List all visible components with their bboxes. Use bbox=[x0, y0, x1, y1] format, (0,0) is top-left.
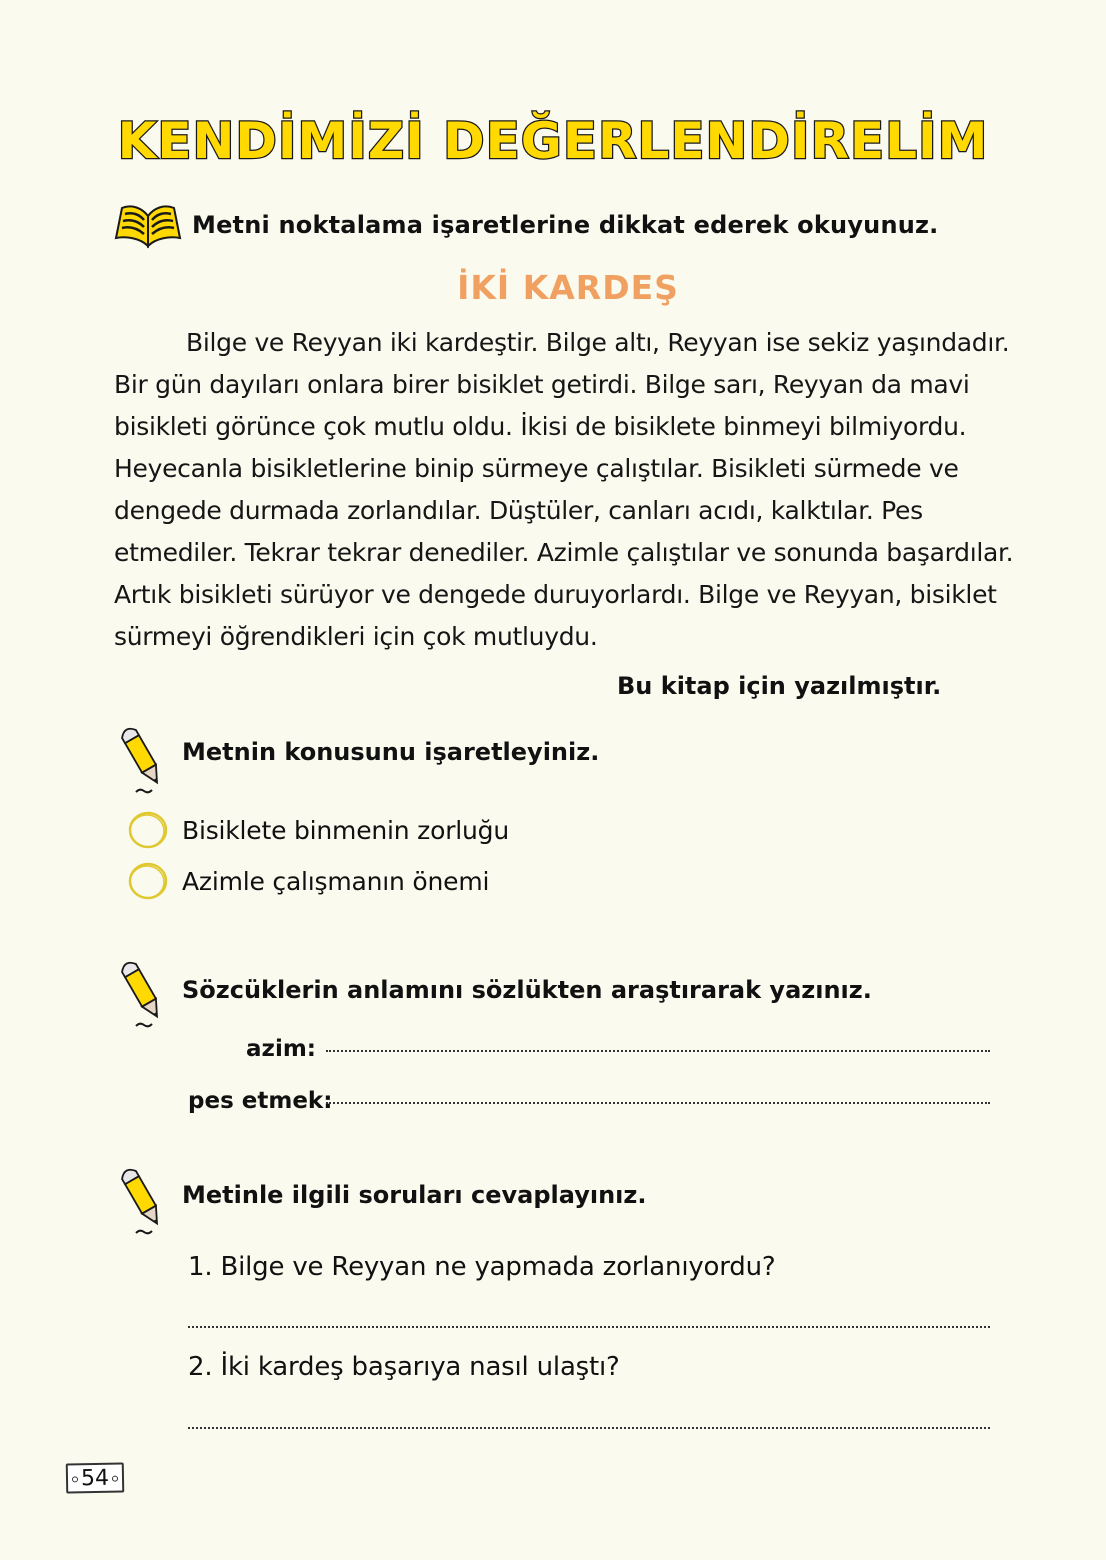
story-line: Artık bisikleti sürüyor ve dengede duruyorlardı. Bilge ve Reyyan, bisiklet bbox=[114, 580, 997, 609]
decorative-dot bbox=[112, 1476, 118, 1482]
open-book-icon bbox=[112, 200, 184, 250]
task-word-meanings bbox=[118, 956, 872, 1032]
task-answer-questions bbox=[118, 1163, 646, 1239]
story-line: bisikleti görünce çok mutlu oldu. İkisi de bisiklete binmeyi bilmiyordu. bbox=[114, 412, 967, 441]
story-title: İKİ KARDEŞ bbox=[457, 268, 679, 307]
page-number: 54 bbox=[80, 1465, 110, 1491]
pencil-icon bbox=[118, 956, 170, 1032]
option-1[interactable] bbox=[126, 810, 509, 850]
task-title: Metinle ilgili soruları cevaplayınız. bbox=[182, 1181, 647, 1209]
question-2: 2. İki kardeş başarıya nasıl ulaştı? bbox=[188, 1352, 620, 1382]
task-title: Metnin konusunu işaretleyiniz. bbox=[182, 738, 600, 766]
page-title: KENDİMİZİ DEĞERLENDİRELİM bbox=[117, 112, 989, 170]
task-title: Sözcüklerin anlamını sözlükten araştırarak yazınız. bbox=[182, 976, 872, 1004]
instruction-text: Metni noktalama işaretlerine dikkat ederek okuyunuz. bbox=[192, 211, 939, 239]
definition-answer-field[interactable] bbox=[326, 1102, 990, 1104]
pencil-icon bbox=[118, 722, 170, 798]
reading-instruction bbox=[112, 200, 939, 250]
task-mark-topic bbox=[118, 722, 599, 798]
story-line: dengede durmada zorlandılar. Düştüler, canları acıdı, kalktılar. Pes bbox=[114, 496, 923, 525]
answer-circle-icon[interactable] bbox=[126, 861, 170, 901]
pencil-icon bbox=[118, 1163, 170, 1239]
story-line: Bilge ve Reyyan iki kardeştir. Bilge altı, Reyyan ise sekiz yaşındadır. bbox=[186, 328, 1010, 357]
definition-row-azim bbox=[188, 1036, 990, 1062]
story-line: Bir gün dayıları onlara birer bisiklet getirdi. Bilge sarı, Reyyan da mavi bbox=[114, 370, 970, 399]
story-line: etmediler. Tekrar tekrar denediler. Azimle çalıştılar ve sonunda başardılar. bbox=[114, 538, 1014, 567]
question-1: 1. Bilge ve Reyyan ne yapmada zorlanıyordu? bbox=[188, 1252, 776, 1282]
story-line: sürmeyi öğrendikleri için çok mutluydu. bbox=[114, 622, 598, 651]
answer-field-1[interactable] bbox=[188, 1326, 990, 1328]
decorative-dot bbox=[72, 1476, 78, 1482]
option-label: Azimle çalışmanın önemi bbox=[182, 866, 490, 896]
definition-label: pes etmek: bbox=[188, 1088, 333, 1114]
definition-row-pes-etmek bbox=[188, 1088, 990, 1114]
answer-field-2[interactable] bbox=[188, 1427, 990, 1429]
definition-label: azim: bbox=[246, 1036, 316, 1062]
option-label: Bisiklete binmenin zorluğu bbox=[182, 815, 509, 845]
option-2[interactable] bbox=[126, 861, 489, 901]
page-number-badge bbox=[66, 1462, 125, 1493]
story-line: Heyecanla bisikletlerine binip sürmeye çalıştılar. Bisikleti sürmede ve bbox=[114, 454, 959, 483]
answer-circle-icon[interactable] bbox=[126, 810, 170, 850]
story-text bbox=[114, 322, 1014, 658]
story-source: Bu kitap için yazılmıştır. bbox=[617, 672, 942, 700]
definition-answer-field[interactable] bbox=[326, 1050, 990, 1052]
